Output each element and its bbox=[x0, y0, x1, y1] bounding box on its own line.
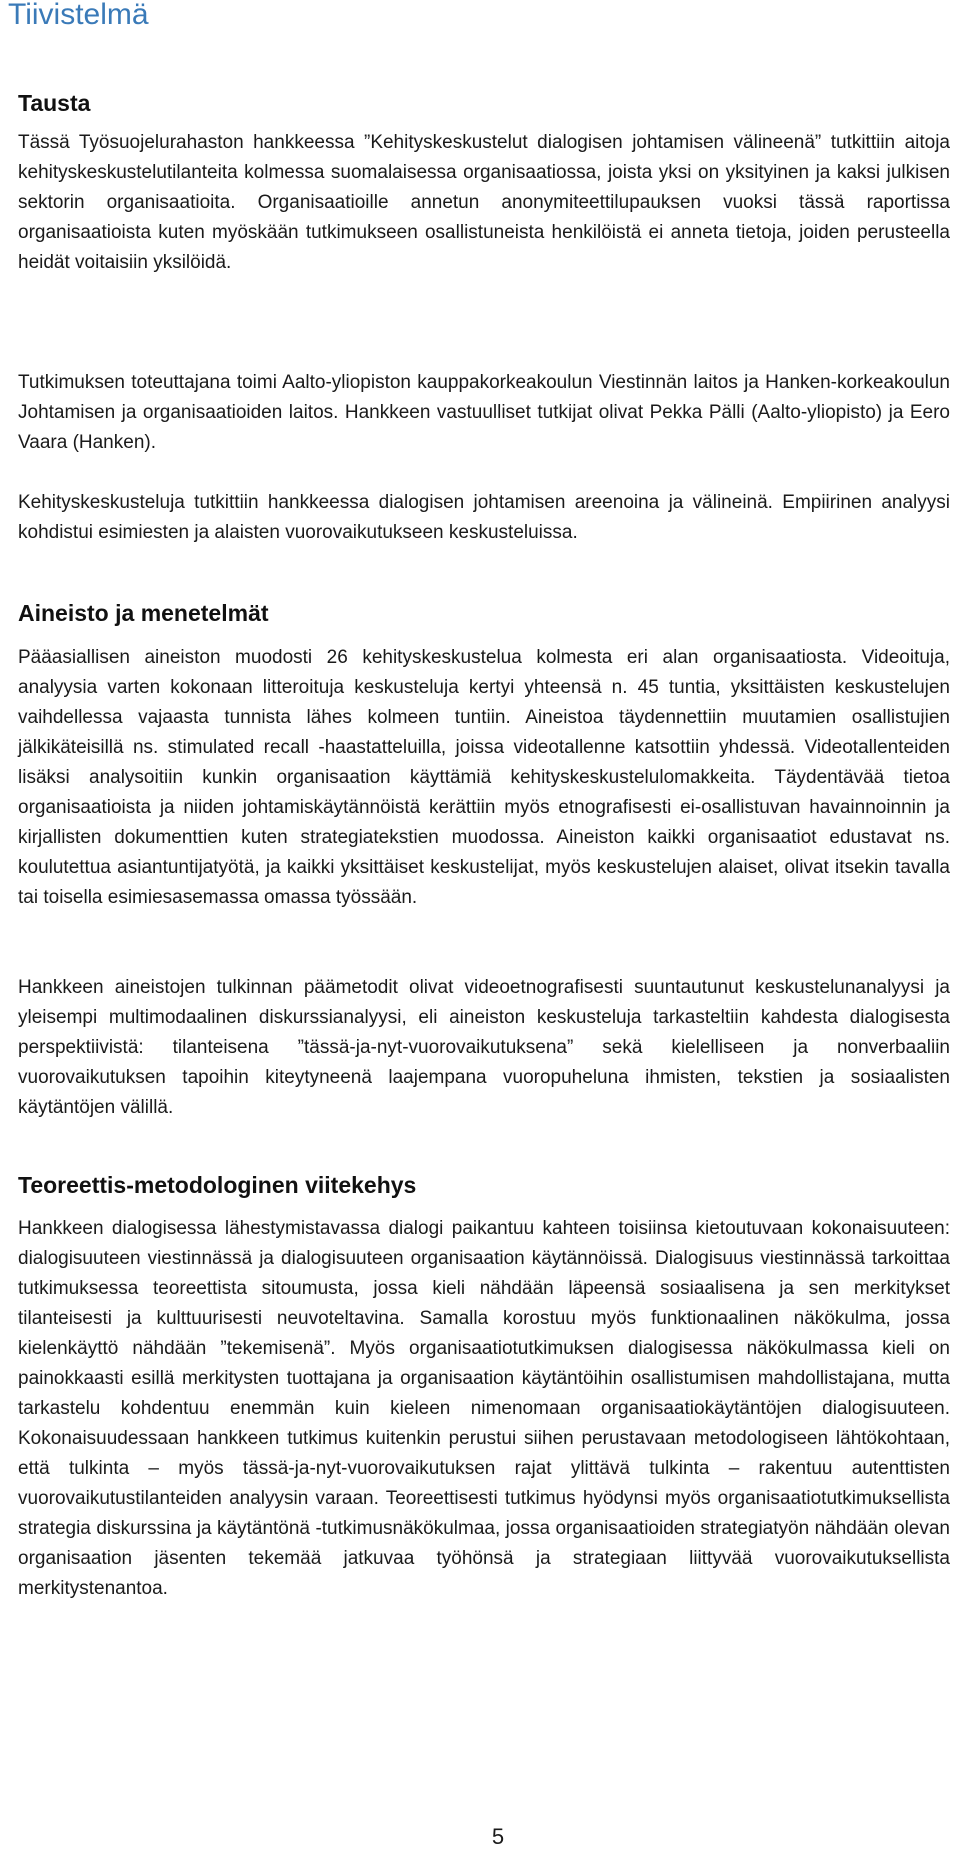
paragraph: Tutkimuksen toteuttajana toimi Aalto-yliopiston kauppakorkeakoulun Viestinnän laitos ja Hanken-korkeakoulun Johtamisen ja organisaatioiden laitos. Hankkeen vastuulliset tutkijat olivat Pekka Pälli (Aalto-yliopisto) ja Eero Vaara (Hanken). bbox=[18, 372, 950, 453]
section-heading-aineisto: Aineisto ja menetelmät bbox=[18, 600, 269, 626]
page-number: 5 bbox=[491, 1824, 505, 1849]
section-heading-teoreettis: Teoreettis-metodologinen viitekehys bbox=[18, 1172, 417, 1198]
paragraph: Kehityskeskusteluja tutkittiin hankkeessa dialogisen johtamisen areenoina ja välineinä. Empiirinen analyysi kohdistui esimiesten ja alaisten vuorovaikutukseen keskusteluissa. bbox=[18, 492, 950, 543]
paragraph: Hankkeen dialogisessa lähestymistavassa dialogi paikantuu kahteen toisiinsa kietoutuvaan kokonaisuuteen: dialogisuuteen viestinnässä ja dialogisuuteen organisaation käytännöissä. Dialogisuus viestinnässä tarkoittaa tutkimuksessa teoreettista sitoumusta, jossa kieli nähdään läpeensä sosiaalisena ja sen merkitykset tilanteisesti ja kulttuurisesti neuvoteltavina. Samalla korostuu myös funktionaalinen näkökulma, jossa kielenkäyttö nähdään ”tekemisenä”. Myös organisaatiotutkimuksen dialogisessa näkökulmassa kieli on painokkaasti esillä merkitysten tuottajana ja organisaation käytäntöihin osallistumisen mahdollistajana, mutta tarkastelu kohdentuu enemmän kuin kieleen nimenomaan organisaatiokäytäntöjen dialogisuuteen. Kokonaisuudessaan hankkeen tutkimus kuitenkin perustui siihen perustavaan metodologiseen lähtökohtaan, että tulkinta – myös tässä-ja-nyt-vuorovaikutuksen rajat ylittävä tulkinta – rakentuu autenttisten vuorovaikutustilanteiden analyysin varaan. Teoreettisesti tutkimus hyödynsi myös organisaatiotutkimuksellista strategia diskurssina ja käytäntönä -tutkimusnäkökulmaa, jossa organisaatioiden strategiatyön nähdään olevan organisaation jäsenten tekemää jatkuvaa työhönsä ja strategiaan liittyvää vuorovaikutuksellista merkitystenantoa. bbox=[18, 1218, 950, 1599]
page-title: Tiivistelmä bbox=[8, 0, 149, 31]
paragraph: Pääasiallisen aineiston muodosti 26 kehityskeskustelua kolmesta eri alan organisaatiosta. Videoituja, analyysia varten kokonaan litteroituja keskusteluja kertyi yhteensä n. 45 tuntia, yksittäisten keskustelujen vaihdellessa vajaasta tunnista lähes kolmeen tuntiin. Aineistoa täydennettiin muutamien osallistujien jälkikäteisillä ns. stimulated recall -haastatteluilla, joissa videotallenne katsottiin yhdessä. Videotallenteiden lisäksi analysoitiin kunkin organisaation käyttämiä kehityskeskustelulomakkeita. Täydentävää tietoa organisaatioista ja niiden johtamiskäytännöistä kerättiin myös etnografisesti ei-osallistuvan havainnoinnin ja kirjallisten dokumenttien kuten strategiatekstien muodossa. Aineiston kaikki organisaatiot edustavat ns. koulutettua asiantuntijatyötä, ja kaikki yksittäiset keskustelijat, myös keskustelujen alaiset, olivat itsekin tavalla tai toisella esimiesasemassa omassa työssään. bbox=[18, 647, 950, 908]
paragraph: Hankkeen aineistojen tulkinnan päämetodit olivat videoetnografisesti suuntautunut keskustelunanalyysi ja yleisempi multimodaalinen diskurssianalyysi, eli aineiston keskusteluja tarkasteltiin kahdesta dialogisesta perspektiivistä: tilanteisena ”tässä-ja-nyt-vuorovaikutuksena” sekä kielelliseen ja nonverbaaliin vuorovaikutuksen tapoihin kiteytyneenä laajempana vuoropuheluna ihmisten, tekstien ja sosiaalisten käytäntöjen välillä. bbox=[18, 977, 950, 1118]
section-heading-tausta: Tausta bbox=[18, 90, 91, 116]
paragraph: Tässä Työsuojelurahaston hankkeessa ”Kehityskeskustelut dialogisen johtamisen välineenä” tutkittiin aitoja kehityskeskustelutilanteita kolmessa suomalaisessa organisaatiossa, joista yksi on yksityinen ja kaksi julkisen sektorin organisaatioita. Organisaatioille annetun anonymiteettilupauksen vuoksi tässä raportissa organisaatioista kuten myöskään tutkimukseen osallistuneista henkilöistä ei anneta tietoja, joiden perusteella heidät voitaisiin yksilöidä. bbox=[18, 132, 950, 273]
